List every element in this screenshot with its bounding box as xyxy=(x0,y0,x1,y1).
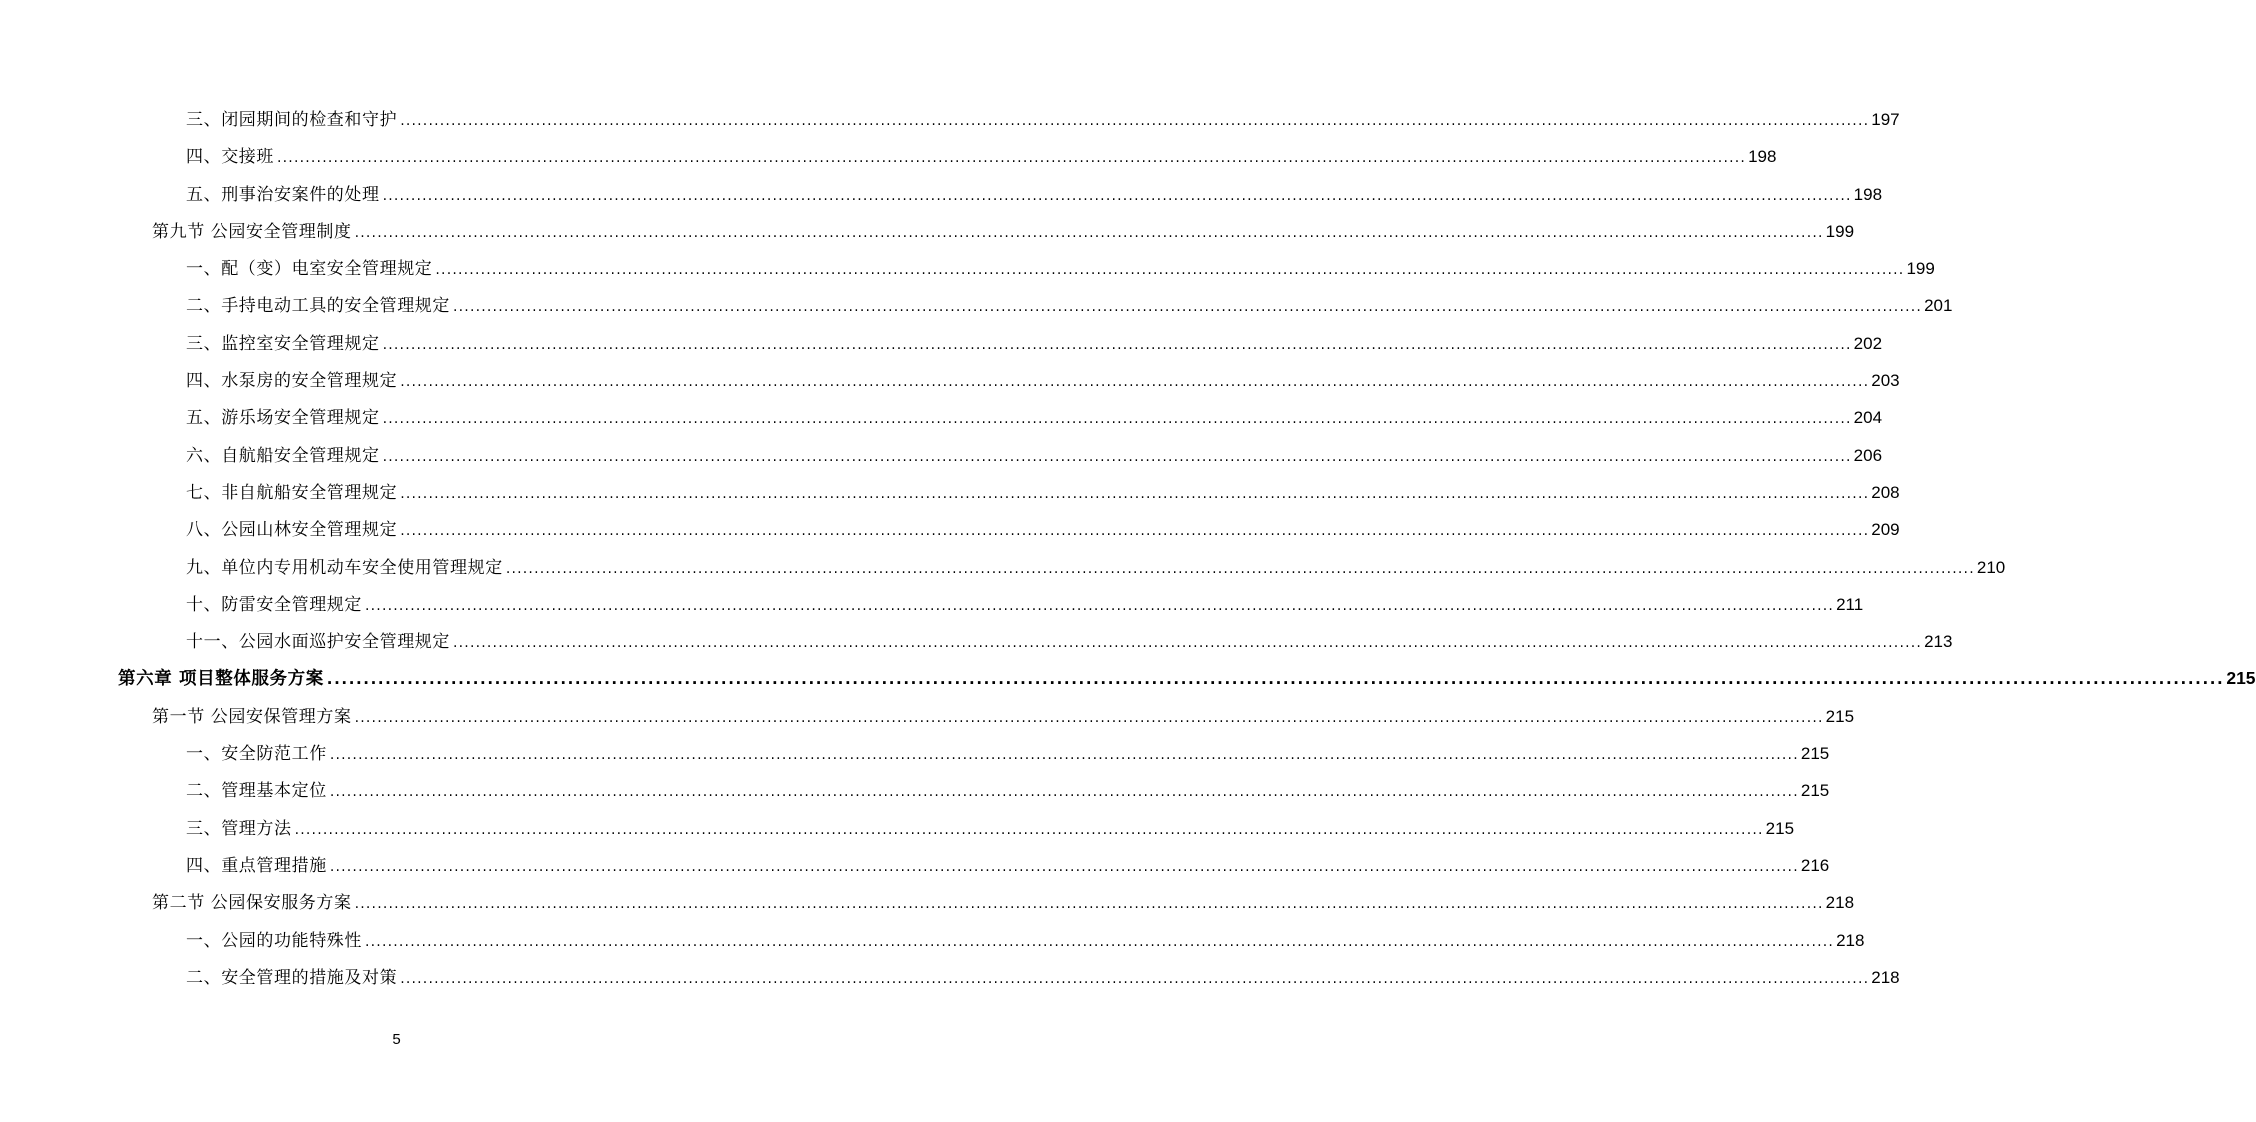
toc-entry-title: 九、单位内专用机动车安全使用管理规定 xyxy=(186,557,503,578)
toc-entry-title: 五、游乐场安全管理规定 xyxy=(186,408,380,429)
toc-entry-title: 第六章 项目整体服务方案 xyxy=(118,669,324,690)
toc-entry[interactable] xyxy=(0,250,1935,287)
table-of-contents xyxy=(0,101,2256,996)
toc-entry[interactable] xyxy=(0,101,1900,138)
toc-entry[interactable] xyxy=(0,138,1777,175)
toc-entry-page: 215 xyxy=(1800,744,1830,764)
toc-entry[interactable] xyxy=(0,176,1883,213)
dot-leader: .................................................................................................................................................................................................................................................................... xyxy=(400,113,1870,129)
toc-entry-page: 198 xyxy=(1853,184,1883,204)
toc-entry-page: 211 xyxy=(1836,594,1864,614)
toc-entry-page: 215 xyxy=(1800,781,1830,801)
dot-leader: .................................................................................................................................................................................................................................................................... xyxy=(400,485,1870,502)
toc-entry[interactable] xyxy=(0,399,1883,436)
toc-entry[interactable] xyxy=(0,922,1865,959)
dot-leader: .................................................................................................................................................................................................................................................................... xyxy=(400,374,1870,391)
toc-entry-page: 197 xyxy=(1871,110,1900,129)
toc-entry-title: 五、刑事治安案件的处理 xyxy=(186,184,380,205)
toc-entry-page: 218 xyxy=(1871,967,1900,987)
toc-entry[interactable] xyxy=(0,623,1953,660)
toc-entry-title: 一、安全防范工作 xyxy=(186,744,327,765)
toc-entry-title: 二、管理基本定位 xyxy=(186,781,327,802)
toc-entry-title: 四、重点管理措施 xyxy=(186,855,327,876)
toc-entry[interactable] xyxy=(0,287,1953,324)
dot-leader: .................................................................................................................................................................................................................................................................... xyxy=(453,635,1923,652)
toc-entry[interactable] xyxy=(0,698,1855,735)
toc-entry-page: 215 xyxy=(2226,668,2256,689)
toc-entry-title: 十、防雷安全管理规定 xyxy=(186,594,362,615)
toc-entry-page: 213 xyxy=(1924,632,1953,652)
dot-leader: .................................................................................................................................................................................................................................................................... xyxy=(453,299,1923,316)
toc-entry-page: 203 xyxy=(1871,371,1900,391)
toc-entry-title: 一、公园的功能特殊性 xyxy=(186,930,362,951)
dot-leader: .................................................................................................................................................................................................................................................................... xyxy=(294,821,1764,838)
dot-leader: .................................................................................................................................................................................................................................................................... xyxy=(400,970,1870,987)
toc-entry-page: 218 xyxy=(1825,893,1855,913)
toc-entry-page: 215 xyxy=(1825,706,1855,726)
toc-entry[interactable] xyxy=(0,884,1855,921)
toc-entry-page: 201 xyxy=(1924,296,1953,316)
toc-entry[interactable] xyxy=(0,847,1830,884)
dot-leader: .................................................................................................................................................................................................................................................................... xyxy=(365,597,1835,614)
toc-entry-title: 一、配（变）电室安全管理规定 xyxy=(186,259,433,280)
toc-entry-page: 218 xyxy=(1836,930,1865,950)
toc-entry-page: 202 xyxy=(1853,333,1883,353)
page-number: 5 xyxy=(392,1031,401,1048)
toc-entry-page: 215 xyxy=(1765,818,1795,838)
dot-leader: .................................................................................................................................................................................................................................................................... xyxy=(354,709,1824,726)
toc-entry-page: 209 xyxy=(1871,520,1900,540)
toc-entry-page: 208 xyxy=(1871,482,1900,502)
dot-leader: .................................................................................................................................................................................................................................................................... xyxy=(382,336,1852,353)
dot-leader: .................................................................................................................................................................................................................................................................... xyxy=(365,933,1835,950)
dot-leader: .................................................................................................................................................................................................................................................................... xyxy=(329,858,1799,875)
dot-leader: .................................................................................................................................................................................................................................................................... xyxy=(354,896,1824,913)
toc-entry-page: 199 xyxy=(1825,221,1855,241)
toc-entry-title: 二、安全管理的措施及对策 xyxy=(186,967,398,988)
toc-entry-title: 四、交接班 xyxy=(186,147,274,168)
toc-entry-page: 198 xyxy=(1748,147,1777,167)
toc-entry[interactable] xyxy=(0,549,2006,586)
toc-entry-title: 八、公园山林安全管理规定 xyxy=(186,520,398,541)
toc-entry-title: 四、水泵房的安全管理规定 xyxy=(186,371,398,392)
toc-entry-page: 206 xyxy=(1853,445,1883,465)
toc-entry-title: 第九节 公园安全管理制度 xyxy=(152,221,352,242)
dot-leader: .................................................................................................................................................................................................................................................................... xyxy=(382,187,1852,204)
toc-entry-title: 三、管理方法 xyxy=(186,818,292,839)
dot-leader: .................................................................................................................................................................................................................................................................... xyxy=(329,747,1799,764)
dot-leader: .................................................................................................................................................................................................................................................................... xyxy=(505,560,1975,577)
toc-entry[interactable] xyxy=(0,586,1864,623)
dot-leader: .................................................................................................................................................................................................................................................................... xyxy=(435,262,1905,279)
toc-entry-title: 第二节 公园保安服务方案 xyxy=(152,893,352,914)
toc-entry-title: 三、闭园期间的检查和守护 xyxy=(186,110,398,130)
toc-entry[interactable] xyxy=(0,772,1830,809)
dot-leader: .................................................................................................................................................................................................................................................................... xyxy=(326,670,2225,689)
toc-entry-title: 二、手持电动工具的安全管理规定 xyxy=(186,296,450,317)
toc-entry[interactable] xyxy=(0,511,1900,548)
toc-entry-title: 第一节 公园安保管理方案 xyxy=(152,706,352,727)
toc-entry[interactable] xyxy=(0,474,1900,511)
toc-entry-title: 七、非自航船安全管理规定 xyxy=(186,482,398,503)
dot-leader: .................................................................................................................................................................................................................................................................... xyxy=(382,411,1852,428)
dot-leader: .................................................................................................................................................................................................................................................................... xyxy=(277,150,1747,167)
toc-entry[interactable] xyxy=(0,437,1883,474)
toc-entry-page: 199 xyxy=(1906,259,1935,279)
toc-entry-page: 210 xyxy=(1976,557,2006,577)
toc-entry[interactable] xyxy=(0,325,1883,362)
toc-entry[interactable] xyxy=(0,362,1900,399)
toc-entry[interactable] xyxy=(0,959,1900,996)
dot-leader: .................................................................................................................................................................................................................................................................... xyxy=(354,224,1824,241)
toc-entry-title: 十一、公园水面巡护安全管理规定 xyxy=(186,632,450,653)
dot-leader: .................................................................................................................................................................................................................................................................... xyxy=(329,784,1799,801)
toc-entry[interactable] xyxy=(0,735,1830,772)
toc-entry[interactable] xyxy=(0,660,2256,697)
dot-leader: .................................................................................................................................................................................................................................................................... xyxy=(400,523,1870,540)
toc-entry-title: 六、自航船安全管理规定 xyxy=(186,445,380,466)
toc-entry-title: 三、监控室安全管理规定 xyxy=(186,333,380,354)
dot-leader: .................................................................................................................................................................................................................................................................... xyxy=(382,448,1852,465)
toc-entry[interactable] xyxy=(0,810,1795,847)
toc-entry-page: 216 xyxy=(1800,855,1830,875)
toc-entry-page: 204 xyxy=(1853,408,1883,428)
toc-entry[interactable] xyxy=(0,213,1855,250)
